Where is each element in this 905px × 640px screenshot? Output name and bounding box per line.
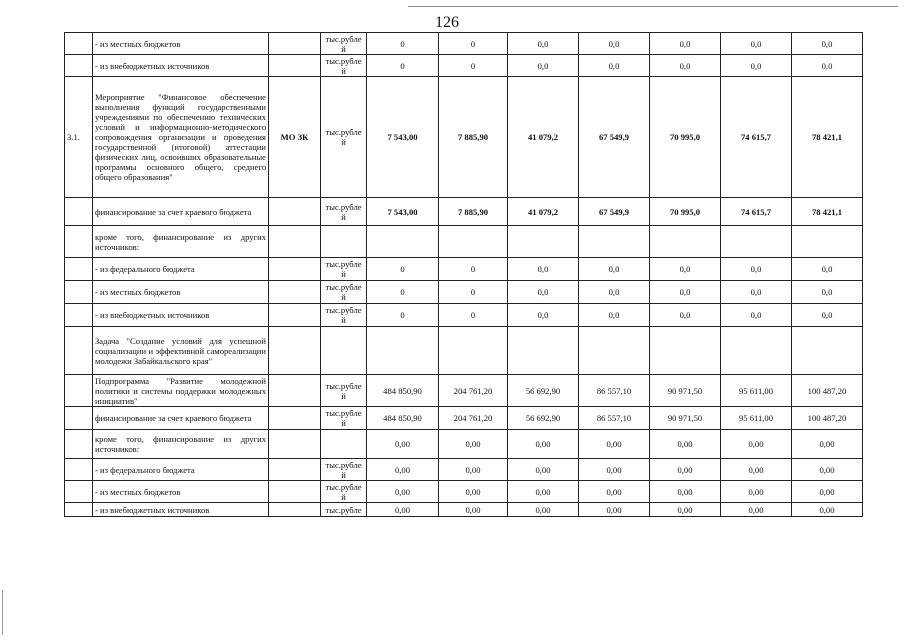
value-cell: 0,0 xyxy=(650,55,721,77)
unit-cell: тыс.рубле й xyxy=(321,77,367,198)
value-cell: 86 557,10 xyxy=(579,407,650,430)
value-cell: 74 615,7 xyxy=(721,198,792,226)
value-cell: 0,00 xyxy=(579,459,650,481)
value-cell: 0,00 xyxy=(650,503,721,517)
value-cell xyxy=(721,226,792,258)
responsible-cell xyxy=(269,55,321,77)
value-cell: 0,0 xyxy=(650,33,721,55)
value-cell: 7 543,00 xyxy=(367,77,439,198)
top-rule xyxy=(408,6,898,7)
responsible-cell xyxy=(269,258,321,281)
value-cell: 0,00 xyxy=(721,503,792,517)
row-number-cell xyxy=(65,407,93,430)
value-cell: 0 xyxy=(439,55,508,77)
value-cell: 0 xyxy=(367,33,439,55)
value-cell: 0,0 xyxy=(721,33,792,55)
row-name-cell: Задача "Создание условий для успешной социализации и эффективной самореализации молодежи Забайкальского края" xyxy=(93,327,269,375)
responsible-cell xyxy=(269,481,321,503)
value-cell: 0,00 xyxy=(792,503,863,517)
row-number-cell xyxy=(65,375,93,407)
value-cell: 0 xyxy=(439,304,508,327)
value-cell: 7 543,00 xyxy=(367,198,439,226)
value-cell: 0,00 xyxy=(721,481,792,503)
table-row xyxy=(65,77,863,198)
value-cell: 86 557,10 xyxy=(579,375,650,407)
budget-table xyxy=(64,32,863,517)
value-cell: 100 487,20 xyxy=(792,407,863,430)
value-cell: 0,00 xyxy=(508,481,579,503)
row-number-cell xyxy=(65,258,93,281)
table-row xyxy=(65,481,863,503)
unit-cell: тыс.рубле й xyxy=(321,55,367,77)
responsible-cell xyxy=(269,459,321,481)
value-cell: 0 xyxy=(439,33,508,55)
value-cell: 0,0 xyxy=(792,55,863,77)
responsible-cell xyxy=(269,198,321,226)
row-number-cell xyxy=(65,327,93,375)
responsible-cell xyxy=(269,327,321,375)
table-row xyxy=(65,375,863,407)
row-name-cell: - из местных бюджетов xyxy=(93,281,269,304)
value-cell xyxy=(579,226,650,258)
value-cell: 0,0 xyxy=(721,258,792,281)
value-cell: 0,00 xyxy=(650,430,721,459)
row-number-cell xyxy=(65,481,93,503)
value-cell: 0,00 xyxy=(367,459,439,481)
row-number-cell: 3.1. xyxy=(65,77,93,198)
unit-cell xyxy=(321,327,367,375)
value-cell: 95 611,00 xyxy=(721,375,792,407)
value-cell: 0 xyxy=(367,55,439,77)
row-name-cell: - из федерального бюджета xyxy=(93,258,269,281)
table-row xyxy=(65,459,863,481)
row-name-cell: - из внебюджетных источников xyxy=(93,304,269,327)
value-cell: 56 692,90 xyxy=(508,375,579,407)
value-cell: 67 549,9 xyxy=(579,198,650,226)
row-name-cell: - из федерального бюджета xyxy=(93,459,269,481)
value-cell: 0,00 xyxy=(367,503,439,517)
value-cell: 0 xyxy=(367,304,439,327)
value-cell: 0,0 xyxy=(721,281,792,304)
unit-cell: тыс.рубле xyxy=(321,503,367,517)
table-row xyxy=(65,55,863,77)
row-number-cell xyxy=(65,55,93,77)
table-row xyxy=(65,258,863,281)
value-cell: 41 079,2 xyxy=(508,77,579,198)
value-cell: 0,0 xyxy=(650,304,721,327)
value-cell: 0 xyxy=(439,258,508,281)
value-cell: 0,0 xyxy=(508,281,579,304)
table-row xyxy=(65,430,863,459)
value-cell: 0,00 xyxy=(721,459,792,481)
row-name-cell: кроме того, финансирование из других источников: xyxy=(93,430,269,459)
row-number-cell xyxy=(65,281,93,304)
value-cell xyxy=(650,226,721,258)
value-cell xyxy=(792,226,863,258)
row-number-cell xyxy=(65,430,93,459)
table-row xyxy=(65,281,863,304)
row-number-cell xyxy=(65,226,93,258)
unit-cell: тыс.рубле й xyxy=(321,304,367,327)
value-cell: 100 487,20 xyxy=(792,375,863,407)
responsible-cell xyxy=(269,430,321,459)
row-name-cell: - из местных бюджетов xyxy=(93,481,269,503)
row-number-cell xyxy=(65,198,93,226)
value-cell xyxy=(367,226,439,258)
value-cell: 0,00 xyxy=(439,503,508,517)
value-cell: 0,00 xyxy=(439,430,508,459)
value-cell: 0,0 xyxy=(792,304,863,327)
value-cell: 0,00 xyxy=(579,481,650,503)
value-cell: 0,0 xyxy=(721,55,792,77)
value-cell: 0,00 xyxy=(439,459,508,481)
value-cell: 90 971,50 xyxy=(650,375,721,407)
unit-cell: тыс.рубле й xyxy=(321,459,367,481)
value-cell xyxy=(439,226,508,258)
row-number-cell xyxy=(65,459,93,481)
responsible-cell: МО ЗК xyxy=(269,77,321,198)
row-number-cell xyxy=(65,33,93,55)
value-cell: 0,0 xyxy=(579,281,650,304)
unit-cell xyxy=(321,226,367,258)
value-cell: 0,00 xyxy=(508,459,579,481)
value-cell: 0,00 xyxy=(508,503,579,517)
value-cell: 0,00 xyxy=(792,430,863,459)
value-cell: 204 761,20 xyxy=(439,407,508,430)
unit-cell: тыс.рубле й xyxy=(321,375,367,407)
value-cell: 0,0 xyxy=(579,55,650,77)
row-name-cell: - из внебюджетных источников xyxy=(93,55,269,77)
row-number-cell xyxy=(65,304,93,327)
row-number-cell xyxy=(65,503,93,517)
value-cell: 7 885,90 xyxy=(439,77,508,198)
value-cell: 0 xyxy=(367,281,439,304)
value-cell: 74 615,7 xyxy=(721,77,792,198)
value-cell: 70 995,0 xyxy=(650,198,721,226)
responsible-cell xyxy=(269,226,321,258)
value-cell: 78 421,1 xyxy=(792,198,863,226)
table-row xyxy=(65,304,863,327)
value-cell: 0,00 xyxy=(792,459,863,481)
unit-cell: тыс.рубле й xyxy=(321,258,367,281)
value-cell: 90 971,50 xyxy=(650,407,721,430)
value-cell: 0,00 xyxy=(721,430,792,459)
value-cell: 7 885,90 xyxy=(439,198,508,226)
unit-cell: тыс.рубле й xyxy=(321,33,367,55)
table-row xyxy=(65,407,863,430)
value-cell: 56 692,90 xyxy=(508,407,579,430)
value-cell xyxy=(367,327,439,375)
value-cell: 0,0 xyxy=(508,258,579,281)
table-row xyxy=(65,198,863,226)
unit-cell: тыс.рубле й xyxy=(321,481,367,503)
table-row xyxy=(65,327,863,375)
row-name-cell: - из внебюджетных источников xyxy=(93,503,269,517)
unit-cell: тыс.рубле й xyxy=(321,281,367,304)
value-cell xyxy=(792,327,863,375)
responsible-cell xyxy=(269,281,321,304)
value-cell: 0,0 xyxy=(579,33,650,55)
responsible-cell xyxy=(269,503,321,517)
value-cell: 0,00 xyxy=(439,481,508,503)
value-cell: 0,00 xyxy=(792,481,863,503)
value-cell xyxy=(439,327,508,375)
responsible-cell xyxy=(269,407,321,430)
value-cell: 70 995,0 xyxy=(650,77,721,198)
table-row xyxy=(65,33,863,55)
unit-cell: тыс.рубле й xyxy=(321,198,367,226)
responsible-cell xyxy=(269,304,321,327)
value-cell: 0,00 xyxy=(650,481,721,503)
value-cell: 0,00 xyxy=(367,481,439,503)
value-cell: 0,0 xyxy=(508,33,579,55)
row-name-cell: - из местных бюджетов xyxy=(93,33,269,55)
value-cell xyxy=(508,327,579,375)
row-name-cell: Мероприятие "Финансовое обеспечение выполнения функций государственными учреждениями по обеспечению технических условий и информационно-методического сопровождения организации и проведения государственной (итоговой) аттестации физических лиц, освоивших образовательные программы основного общего, среднего общего образования" xyxy=(93,77,269,198)
value-cell: 0,0 xyxy=(650,281,721,304)
value-cell: 0,0 xyxy=(508,55,579,77)
value-cell: 0,00 xyxy=(579,503,650,517)
value-cell: 0,0 xyxy=(650,258,721,281)
value-cell: 0,0 xyxy=(792,33,863,55)
value-cell: 0 xyxy=(439,281,508,304)
value-cell: 484 850,90 xyxy=(367,375,439,407)
value-cell: 0 xyxy=(367,258,439,281)
value-cell: 0,0 xyxy=(579,258,650,281)
value-cell xyxy=(650,327,721,375)
value-cell: 484 850,90 xyxy=(367,407,439,430)
value-cell: 0,00 xyxy=(650,459,721,481)
value-cell: 41 079,2 xyxy=(508,198,579,226)
page-number: 126 xyxy=(435,14,459,31)
value-cell: 0,0 xyxy=(508,304,579,327)
value-cell: 67 549,9 xyxy=(579,77,650,198)
value-cell: 0,0 xyxy=(721,304,792,327)
value-cell: 78 421,1 xyxy=(792,77,863,198)
responsible-cell xyxy=(269,375,321,407)
table-row xyxy=(65,503,863,517)
responsible-cell xyxy=(269,33,321,55)
value-cell: 204 761,20 xyxy=(439,375,508,407)
row-name-cell: финансирование за счет краевого бюджета xyxy=(93,198,269,226)
value-cell xyxy=(508,226,579,258)
value-cell: 0,0 xyxy=(579,304,650,327)
table-row xyxy=(65,226,863,258)
row-name-cell: Подпрограмма "Развитие молодежной политики и системы поддержки молодежных инициатив" xyxy=(93,375,269,407)
value-cell: 0,00 xyxy=(367,430,439,459)
margin-mark xyxy=(2,590,5,635)
value-cell: 95 611,00 xyxy=(721,407,792,430)
value-cell: 0,0 xyxy=(792,281,863,304)
value-cell: 0,0 xyxy=(792,258,863,281)
value-cell: 0,00 xyxy=(508,430,579,459)
value-cell: 0,00 xyxy=(579,430,650,459)
row-name-cell: финансирование за счет краевого бюджета xyxy=(93,407,269,430)
value-cell xyxy=(579,327,650,375)
unit-cell: тыс.рубле й xyxy=(321,407,367,430)
value-cell xyxy=(721,327,792,375)
row-name-cell: кроме того, финансирование из других источников: xyxy=(93,226,269,258)
unit-cell xyxy=(321,430,367,459)
